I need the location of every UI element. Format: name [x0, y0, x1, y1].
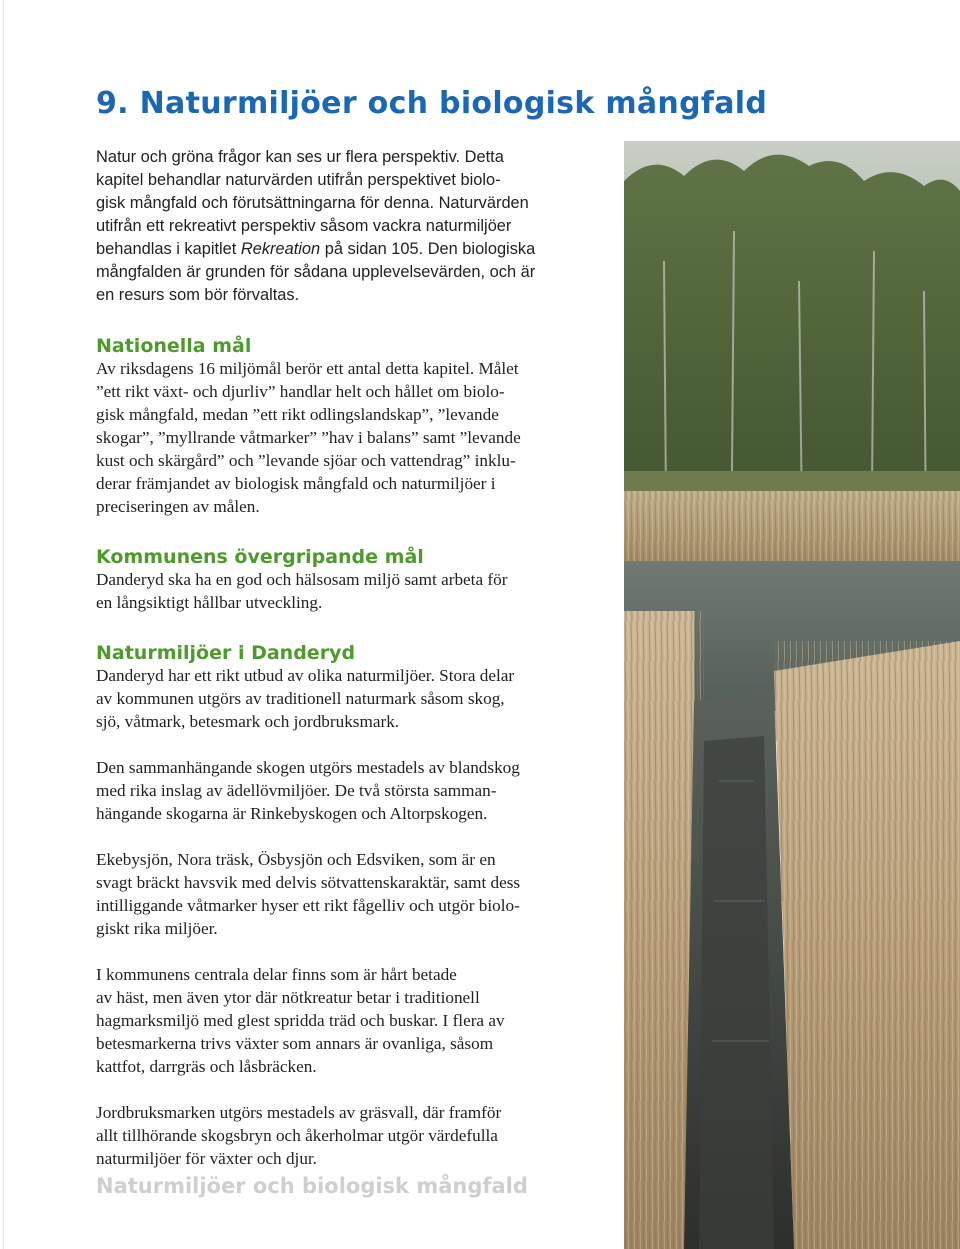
text-line: kattfot, darrgräs och låsbräcken. [96, 1057, 317, 1076]
section-heading-nationella-mal: Nationella mål [96, 335, 252, 357]
text-line: svagt bräckt havsvik med delvis sötvattenskaraktär, samt dess [96, 873, 521, 892]
text-line: kust och skärgård” och ”levande sjöar och vattendrag” inklu- [96, 451, 516, 470]
section-heading-kommunens-mal: Kommunens övergripande mål [96, 546, 424, 568]
text-line: en långsiktigt hållbar utveckling. [96, 593, 323, 612]
intro-paragraph [96, 146, 608, 307]
text-line: gisk mångfald, medan ”ett rikt odlingslandskap”, ”levande [96, 405, 499, 424]
text-line: Jordbruksmarken utgörs mestadels av gräsvall, där framför [96, 1103, 502, 1122]
text-line: utifrån ett rekreativt perspektiv såsom vackra naturmiljöer [96, 217, 512, 235]
text-line: allt tillhörande skogsbryn och åkerholmar utgör värdefulla [96, 1126, 498, 1145]
text-line: Danderyd ska ha en god och hälsosam miljö samt arbeta för [96, 570, 508, 589]
naturmiljoer-paragraph [96, 664, 608, 733]
text-line: mångfalden är grunden för sådana upplevelsevärden, och är [96, 263, 536, 281]
text-line: hagmarksmiljö med glest spridda träd och buskar. I flera av [96, 1011, 505, 1030]
text-line [96, 238, 608, 261]
text-line: Danderyd har ett rikt utbud av olika naturmiljöer. Stora delar [96, 666, 515, 685]
text-line: en resurs som bör förvaltas. [96, 286, 300, 304]
text-fragment: behandlas i kapitlet [96, 240, 241, 258]
text-line: av häst, men även ytor där nötkreatur betar i traditionell [96, 988, 480, 1007]
text-fragment: på sidan 105. Den biologiska [320, 240, 536, 258]
sjoar-paragraph [96, 848, 608, 940]
wetland-reed-photo [624, 141, 960, 1249]
text-line: med rika inslag av ädellövmiljöer. De två största samman- [96, 781, 497, 800]
text-line: av kommunen utgörs av traditionell naturmark såsom skog, [96, 689, 505, 708]
text-line: kapitel behandlar naturvärden utifrån perspektivet biolo- [96, 171, 501, 189]
text-line: betesmarkerna trivs växter som annars är ovanliga, såsom [96, 1034, 494, 1053]
page-title: 9. Naturmiljöer och biologisk mångfald [96, 86, 768, 121]
text-line: Den sammanhängande skogen utgörs mestadels av blandskog [96, 758, 520, 777]
text-line: sjö, våtmark, betesmark och jordbruksmark. [96, 712, 400, 731]
text-line: preciseringen av målen. [96, 497, 260, 516]
nationella-paragraph [96, 357, 608, 518]
text-line: derar främjandet av biologisk mångfald och naturmiljöer i [96, 474, 496, 493]
section-heading-naturmiljoer: Naturmiljöer i Danderyd [96, 642, 356, 664]
text-line: Ekebysjön, Nora träsk, Ösbysjön och Edsviken, som är en [96, 850, 496, 869]
jordbruk-paragraph [96, 1101, 608, 1170]
text-line: gisk mångfald och förutsättningarna för denna. Naturvärden [96, 194, 529, 212]
text-line: ”ett rikt växt- och djurliv” handlar helt och hållet om biolo- [96, 382, 505, 401]
betesmark-paragraph [96, 963, 608, 1078]
text-line: naturmiljöer för växter och djur. [96, 1149, 317, 1168]
text-line: I kommunens centrala delar finns som är hårt betade [96, 965, 457, 984]
skog-paragraph [96, 756, 608, 825]
text-line: skogar”, ”myllrande våtmarker” ”hav i balans” samt ”levande [96, 428, 521, 447]
footer-chapter-title: Naturmiljöer och biologisk mångfald [96, 1174, 528, 1198]
text-line: Natur och gröna frågor kan ses ur flera perspektiv. Detta [96, 148, 504, 166]
text-column [96, 146, 608, 1170]
page-edge-rule [3, 0, 4, 1249]
kommunens-paragraph [96, 568, 608, 614]
text-line: hängande skogarna är Rinkebyskogen och Altorpskogen. [96, 804, 488, 823]
text-line: giskt rika miljöer. [96, 919, 218, 938]
chapter-reference: Rekreation [240, 240, 321, 258]
text-line: intilliggande våtmarker hyser ett rikt fågelliv och utgör biolo- [96, 896, 520, 915]
text-line: Av riksdagens 16 miljömål berör ett antal detta kapitel. Målet [96, 359, 519, 378]
